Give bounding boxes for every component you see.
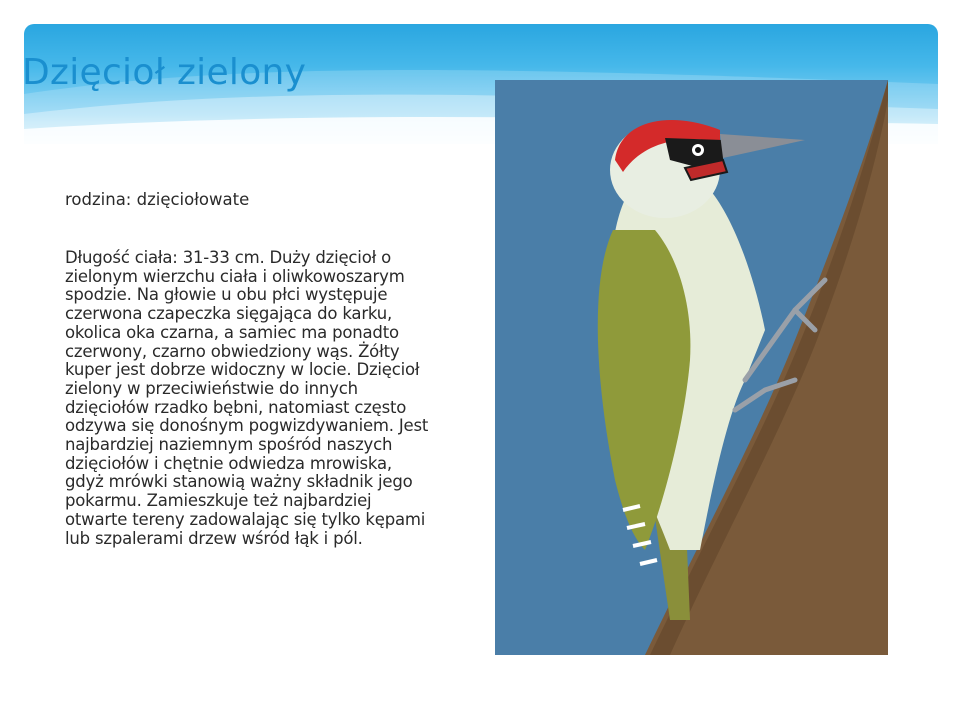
slide-title: Dzięcioł zielony: [22, 52, 307, 93]
description-paragraph: Długość ciała: 31-33 cm. Duży dzięcioł o zielonym wierzchu ciała i oliwkowoszarym spodzie. Na głowie u obu płci występuje czerwona czapeczka sięgająca do karku, okolica oka czarna, a samiec ma ponadto czerwony, czarno obwiedziony wąs. Żółty kuper jest dobrze widoczny w locie. Dzięcioł zielony w przeciwieństwie do innych dzięciołów rzadko bębni, natomiast często odzywa się donośnym pogwizdywaniem. Jest najbardziej naziemnym spośród naszych dzięciołów i chętnie odwiedza mrowiska, gdyż mrówki stanowią ważny składnik jego pokarmu. Zamieszkuje też najbardziej otwarte tereny zadowalając się tylko kępami lub szpalerami drzew wśród łąk i pól.: [65, 248, 429, 548]
green-woodpecker-image: [495, 80, 888, 655]
family-line: rodzina: dzięciołowate: [65, 190, 250, 209]
